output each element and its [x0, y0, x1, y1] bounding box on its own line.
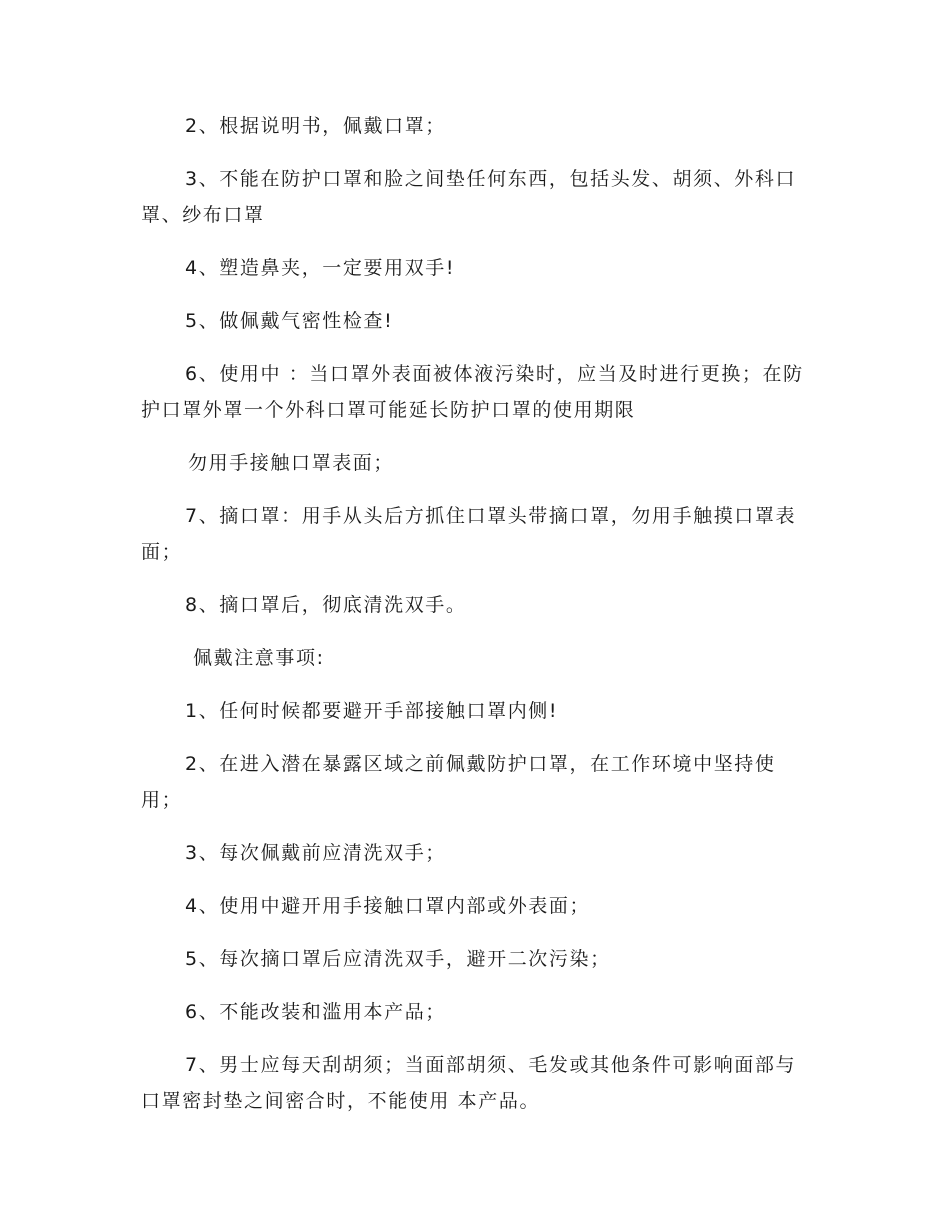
precaution-item-5: 5、每次摘口罩后应清洗双手，避开二次污染；	[185, 948, 611, 970]
precaution-item-6: 6、不能改装和滥用本产品；	[185, 1001, 446, 1023]
precaution-item-2: 2、在进入潜在暴露区域之前佩戴防护口罩，在工作环境中坚持使用；	[141, 753, 776, 811]
paragraph-wash-hands: 8、摘口罩后，彻底清洗双手。	[185, 594, 467, 616]
document-body	[141, 108, 811, 1136]
paragraph-nothing-between: 3、不能在防护口罩和脸之间垫任何东西，包括头发、胡须、外科口罩、纱布口罩	[141, 168, 797, 226]
paragraph-do-not-touch: 勿用手接触口罩表面；	[188, 452, 395, 474]
precaution-item-4: 4、使用中避开用手接触口罩内部或外表面；	[185, 895, 591, 917]
paragraph-wear-mask: 2、根据说明书，佩戴口罩；	[185, 115, 446, 137]
section-heading-precautions: 佩戴注意事项:	[193, 647, 325, 669]
precaution-item-3: 3、每次佩戴前应清洗双手；	[185, 842, 446, 864]
paragraph-seal-check: 5、做佩戴气密性检查!	[185, 310, 394, 332]
paragraph-in-use: 6、使用中 ：当口罩外表面被体液污染时，应当及时进行更换；在防护口罩外罩一个外科口罩可能延长防护口罩的使用期限	[141, 363, 804, 421]
precaution-item-7: 7、男士应每天刮胡须；当面部胡须、毛发或其他条件可影响面部与口罩密封垫之间密合时，不能使用 本产品。	[141, 1054, 797, 1112]
paragraph-remove-mask: 7、摘口罩：用手从头后方抓住口罩头带摘口罩，勿用手触摸口罩表面；	[141, 505, 797, 563]
precaution-item-1: 1、任何时候都要避开手部接触口罩内侧!	[185, 700, 559, 722]
paragraph-nose-clip: 4、塑造鼻夹，一定要用双手!	[185, 257, 456, 279]
